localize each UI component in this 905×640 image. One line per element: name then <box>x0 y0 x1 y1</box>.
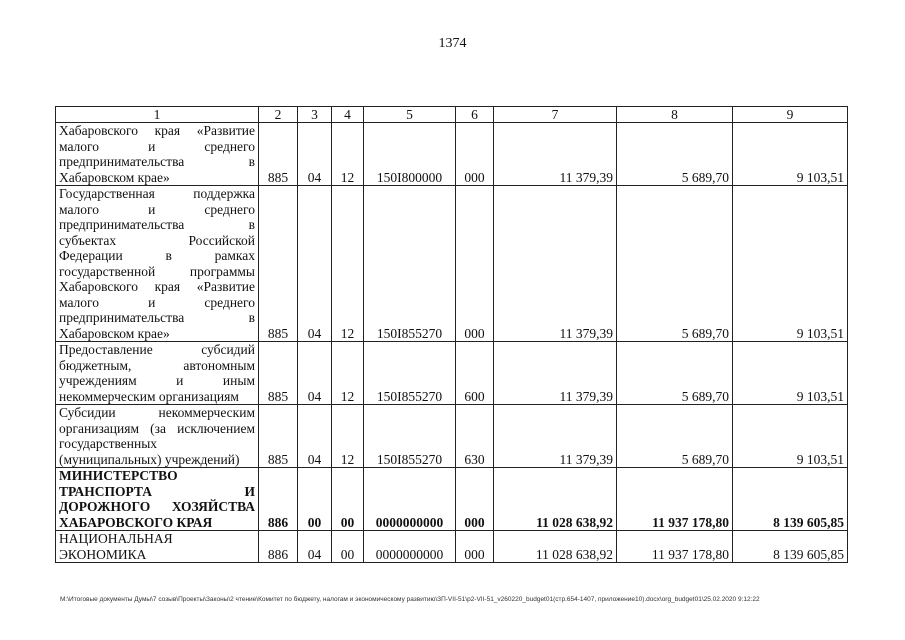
row-name-line: Хабаровского края «Развитие <box>59 123 255 138</box>
code-expense-type-cell: 000 <box>456 468 494 531</box>
row-name-line: ТРАНСПОРТА И <box>59 483 255 499</box>
row-name-line: малого и среднего <box>59 138 255 154</box>
amount-col9-cell: 8 139 605,85 <box>733 531 848 563</box>
amount-col7-cell: 11 379,39 <box>494 405 617 468</box>
code-subsection-cell: 12 <box>332 342 364 405</box>
amount-col7-cell: 11 379,39 <box>494 342 617 405</box>
code-admin-cell: 885 <box>259 123 298 186</box>
amount-col8-cell: 11 937 178,80 <box>617 468 733 531</box>
row-name-cell <box>56 531 259 563</box>
amount-col9-cell: 9 103,51 <box>733 123 848 186</box>
code-expense-type-cell: 000 <box>456 531 494 563</box>
code-expense-type-cell: 630 <box>456 405 494 468</box>
code-subsection-cell: 00 <box>332 531 364 563</box>
code-admin-cell: 886 <box>259 531 298 563</box>
code-target-cell: 150I855270 <box>364 342 456 405</box>
header-cell: 8 <box>617 107 733 123</box>
row-name-cell <box>56 468 259 531</box>
amount-col8-cell: 5 689,70 <box>617 123 733 186</box>
table-row <box>56 186 848 342</box>
code-admin-cell: 885 <box>259 342 298 405</box>
row-name-line: учреждениям и иным <box>59 373 255 388</box>
header-cell: 3 <box>298 107 332 123</box>
row-name-line: Государственная поддержка <box>59 186 255 201</box>
header-cell: 5 <box>364 107 456 123</box>
header-cell: 6 <box>456 107 494 123</box>
row-name-line: государственной программы <box>59 263 255 279</box>
row-name-cell <box>56 186 259 342</box>
row-name-line: Хабаровском крае» <box>59 169 170 185</box>
table-row <box>56 123 848 186</box>
row-name-line: предпринимательства в <box>59 154 255 169</box>
amount-col7-cell: 11 379,39 <box>494 123 617 186</box>
row-name-line: некоммерческим организациям <box>59 388 239 404</box>
row-name-line: ХАБАРОВСКОГО КРАЯ <box>59 514 213 530</box>
code-section-cell: 04 <box>298 186 332 342</box>
budget-table <box>55 106 848 563</box>
row-name-line: субъектах Российской <box>59 232 255 248</box>
row-name-cell <box>56 123 259 186</box>
amount-col9-cell: 8 139 605,85 <box>733 468 848 531</box>
code-subsection-cell: 12 <box>332 123 364 186</box>
amount-col7-cell: 11 379,39 <box>494 186 617 342</box>
amount-col7-cell: 11 028 638,92 <box>494 468 617 531</box>
amount-col9-cell: 9 103,51 <box>733 405 848 468</box>
row-name-cell <box>56 405 259 468</box>
row-name-line: ДОРОЖНОГО ХОЗЯЙСТВА <box>59 499 255 514</box>
header-cell: 7 <box>494 107 617 123</box>
table-body <box>56 123 848 563</box>
row-name-line: малого и среднего <box>59 201 255 217</box>
row-name-line: (муниципальных) учреждений) <box>59 451 240 467</box>
code-target-cell: 0000000000 <box>364 531 456 563</box>
row-name-line: предпринимательства в <box>59 217 255 232</box>
amount-col9-cell: 9 103,51 <box>733 186 848 342</box>
code-subsection-cell: 12 <box>332 186 364 342</box>
row-name-line: организациям (за исключением <box>59 420 255 436</box>
code-expense-type-cell: 000 <box>456 123 494 186</box>
row-name-line: предпринимательства в <box>59 310 255 325</box>
code-expense-type-cell: 000 <box>456 186 494 342</box>
row-name-line: Хабаровском крае» <box>59 325 170 341</box>
row-name-line: НАЦИОНАЛЬНАЯ <box>59 531 173 546</box>
code-section-cell: 04 <box>298 342 332 405</box>
code-section-cell: 04 <box>298 531 332 563</box>
row-name-line: Федерации в рамках <box>59 248 255 263</box>
table-row <box>56 405 848 468</box>
header-cell: 1 <box>56 107 259 123</box>
code-subsection-cell: 12 <box>332 405 364 468</box>
row-name-line: Субсидии некоммерческим <box>59 405 255 420</box>
code-section-cell: 00 <box>298 468 332 531</box>
amount-col8-cell: 5 689,70 <box>617 342 733 405</box>
row-name-line: Предоставление субсидий <box>59 342 255 357</box>
amount-col8-cell: 11 937 178,80 <box>617 531 733 563</box>
code-target-cell: 150I800000 <box>364 123 456 186</box>
row-name-cell <box>56 342 259 405</box>
code-admin-cell: 885 <box>259 405 298 468</box>
row-name-line: государственных <box>59 436 158 451</box>
amount-col8-cell: 5 689,70 <box>617 186 733 342</box>
header-cell: 9 <box>733 107 848 123</box>
code-target-cell: 0000000000 <box>364 468 456 531</box>
amount-col8-cell: 5 689,70 <box>617 405 733 468</box>
row-name-line: МИНИСТЕРСТВО <box>59 468 178 483</box>
code-expense-type-cell: 600 <box>456 342 494 405</box>
header-row <box>56 107 848 123</box>
code-admin-cell: 885 <box>259 186 298 342</box>
row-name-line: бюджетным, автономным <box>59 357 255 373</box>
row-name-line: ЭКОНОМИКА <box>59 546 147 562</box>
table-row <box>56 468 848 531</box>
row-name-line: малого и среднего <box>59 294 255 310</box>
table-row <box>56 342 848 405</box>
page-number: 1374 <box>438 36 467 51</box>
code-subsection-cell: 00 <box>332 468 364 531</box>
code-target-cell: 150I855270 <box>364 186 456 342</box>
document-path-footer: M:\Итоговые документы Думы\7 созыв\Проекты\Законы\2 чтение\Комитет по бюджету, налогам и экономическому развитию\ЗП-VII-51\р2-VII-51_v260220_budget01(стр.654-1407, приложение10).docx\org_budget01\25.02.2020 9:12:22 <box>60 596 760 603</box>
table-row <box>56 531 848 563</box>
amount-col7-cell: 11 028 638,92 <box>494 531 617 563</box>
code-target-cell: 150I855270 <box>364 405 456 468</box>
code-section-cell: 04 <box>298 123 332 186</box>
header-cell: 4 <box>332 107 364 123</box>
row-name-line: Хабаровского края «Развитие <box>59 279 255 294</box>
code-admin-cell: 886 <box>259 468 298 531</box>
header-cell: 2 <box>259 107 298 123</box>
code-section-cell: 04 <box>298 405 332 468</box>
amount-col9-cell: 9 103,51 <box>733 342 848 405</box>
